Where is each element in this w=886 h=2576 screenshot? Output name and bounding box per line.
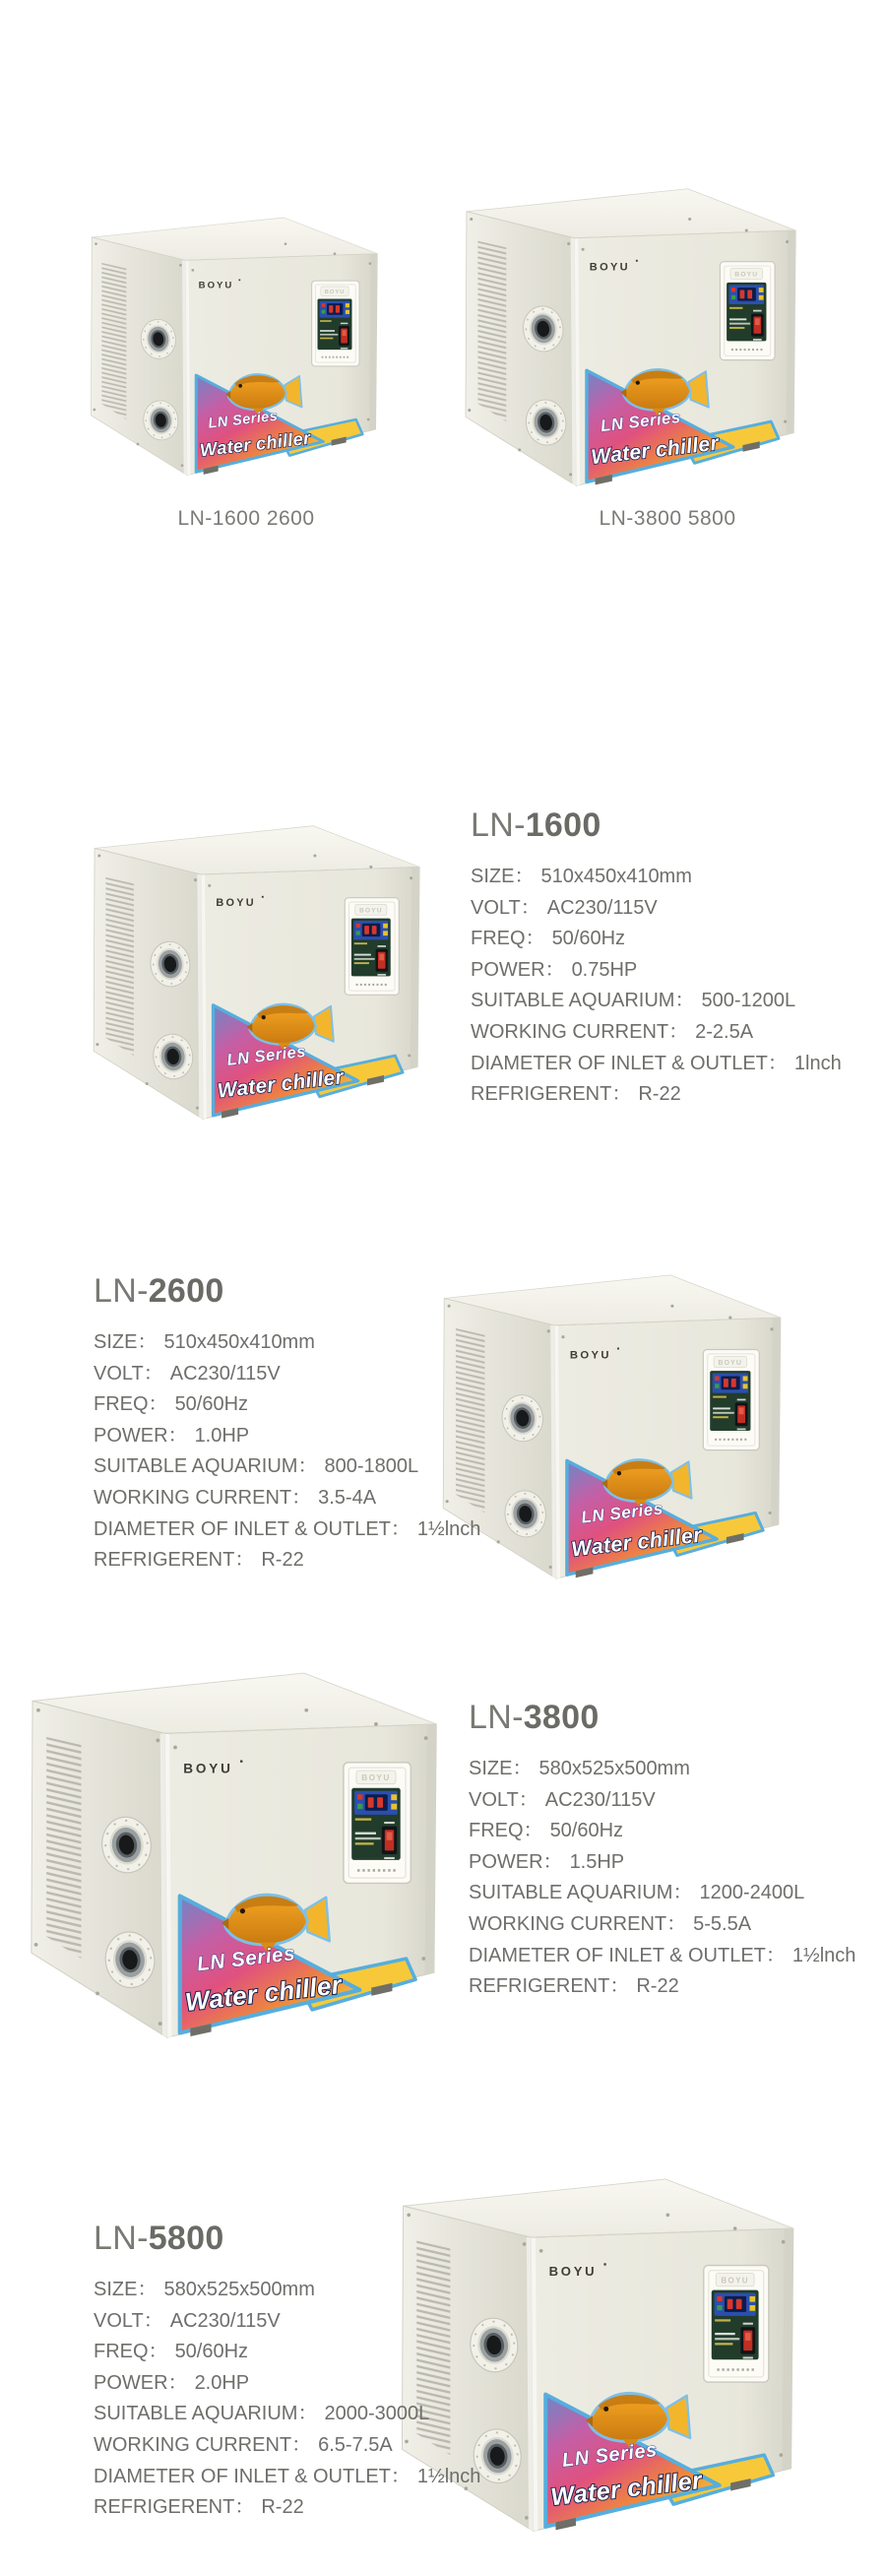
- spec-row: [94, 1545, 480, 1577]
- spec-value: AC230/115V: [169, 2309, 281, 2332]
- spec-label: WORKING CURRENT：: [94, 2433, 312, 2456]
- spec-label: DIAMETER OF INLET & OUTLET：: [94, 1517, 411, 1540]
- model-title: [469, 1698, 855, 1737]
- spec-value: 1.0HP: [194, 1424, 250, 1447]
- spec-row: [469, 1971, 855, 2003]
- model-number: 2600: [148, 1272, 224, 1310]
- spec-value: 1lnch: [793, 1052, 842, 1074]
- spec-label: POWER：: [469, 1850, 563, 1873]
- spec-row: [94, 1389, 480, 1421]
- spec-list: [469, 1754, 855, 2003]
- spec-value: R-22: [261, 2496, 304, 2519]
- spec-label: POWER：: [94, 1424, 188, 1447]
- spec-value: 2000-3000L: [324, 2403, 430, 2425]
- spec-row: [94, 1451, 480, 1483]
- spec-label: VOLT：: [94, 2309, 163, 2332]
- spec-value: 510x450x410mm: [540, 866, 692, 887]
- spec-value: 580x525x500mm: [163, 2279, 315, 2300]
- product-caption: LN-3800 5800: [599, 507, 736, 530]
- spec-value: 2-2.5A: [695, 1020, 754, 1043]
- water-chiller-illustration: [89, 213, 384, 483]
- spec-list: [94, 2275, 480, 2524]
- spec-label: FREQ：: [94, 1393, 168, 1416]
- spec-label: REFRIGERENT：: [94, 1549, 255, 1572]
- product-details-ln2600: [94, 1271, 480, 1577]
- spec-label: SIZE：: [471, 866, 535, 887]
- spec-row: [471, 986, 842, 1017]
- spec-row: [94, 1327, 480, 1359]
- spec-value: 5-5.5A: [693, 1912, 752, 1935]
- model-number: 3800: [523, 1699, 600, 1736]
- spec-value: 50/60Hz: [174, 2341, 249, 2363]
- product-details-ln5800: [94, 2219, 480, 2524]
- spec-row: [94, 2430, 480, 2462]
- spec-row: [94, 2492, 480, 2524]
- water-chiller-illustration: [28, 1666, 446, 2049]
- spec-value: 3.5-4A: [318, 1486, 377, 1509]
- model-title: [94, 2219, 480, 2258]
- product-image-ln1600-2600: [89, 213, 384, 483]
- water-chiller-illustration: [91, 820, 427, 1128]
- model-number: 1600: [525, 806, 601, 844]
- spec-label: WORKING CURRENT：: [469, 1912, 687, 1935]
- spec-value: 50/60Hz: [174, 1393, 249, 1416]
- spec-row: [471, 862, 842, 893]
- spec-row: [469, 1847, 855, 1879]
- spec-value: 50/60Hz: [551, 928, 626, 950]
- spec-label: POWER：: [471, 958, 565, 981]
- spec-label: FREQ：: [469, 1820, 543, 1842]
- spec-value: 6.5-7.5A: [318, 2433, 393, 2456]
- spec-label: FREQ：: [471, 928, 545, 950]
- spec-row: [469, 1785, 855, 1817]
- spec-row: [469, 1941, 855, 1972]
- water-chiller-illustration: [440, 1269, 789, 1588]
- spec-row: [94, 2368, 480, 2400]
- spec-row: [94, 2275, 480, 2306]
- spec-label: VOLT：: [471, 896, 540, 919]
- spec-value: R-22: [638, 1083, 681, 1106]
- spec-row: [471, 955, 842, 987]
- spec-list: [471, 862, 842, 1111]
- spec-row: [94, 1483, 480, 1514]
- product-caption: LN-1600 2600: [177, 507, 315, 530]
- spec-row: [94, 1514, 480, 1546]
- spec-label: DIAMETER OF INLET & OUTLET：: [94, 2465, 411, 2487]
- spec-label: SUITABLE AQUARIUM：: [469, 1882, 693, 1904]
- spec-label: WORKING CURRENT：: [471, 1020, 689, 1043]
- spec-label: SIZE：: [469, 1758, 533, 1779]
- spec-label: SIZE：: [94, 1331, 158, 1353]
- spec-row: [469, 1816, 855, 1847]
- spec-value: AC230/115V: [546, 896, 658, 919]
- spec-value: 0.75HP: [571, 958, 638, 981]
- product-details-ln1600: [471, 805, 842, 1111]
- spec-value: 500-1200L: [701, 990, 796, 1012]
- spec-label: SUITABLE AQUARIUM：: [471, 990, 695, 1012]
- spec-row: [471, 893, 842, 925]
- spec-label: REFRIGERENT：: [469, 1975, 630, 1998]
- spec-label: SUITABLE AQUARIUM：: [94, 1455, 318, 1478]
- spec-label: SUITABLE AQUARIUM：: [94, 2403, 318, 2425]
- spec-value: R-22: [636, 1975, 679, 1998]
- spec-row: [94, 1421, 480, 1452]
- spec-row: [469, 1878, 855, 1909]
- spec-value: 2.0HP: [194, 2371, 250, 2394]
- product-image-ln3800: [28, 1666, 446, 2049]
- spec-row: [94, 2337, 480, 2368]
- spec-label: VOLT：: [469, 1788, 538, 1811]
- spec-label: REFRIGERENT：: [94, 2496, 255, 2519]
- product-image-ln2600: [440, 1269, 789, 1588]
- product-image-ln1600: [91, 820, 427, 1128]
- model-number: 5800: [148, 2220, 224, 2257]
- spec-value: 1½lnch: [416, 2465, 481, 2487]
- spec-row: [94, 2306, 480, 2338]
- spec-value: 1200-2400L: [699, 1882, 805, 1904]
- product-details-ln3800: [469, 1698, 855, 2003]
- spec-label: SIZE：: [94, 2279, 158, 2300]
- spec-value: 1.5HP: [569, 1850, 625, 1873]
- spec-label: WORKING CURRENT：: [94, 1486, 312, 1509]
- spec-row: [471, 1017, 842, 1049]
- water-chiller-illustration: [463, 183, 803, 495]
- spec-row: [471, 1049, 842, 1080]
- spec-row: [94, 2462, 480, 2493]
- spec-value: AC230/115V: [169, 1362, 281, 1385]
- spec-value: 50/60Hz: [549, 1820, 624, 1842]
- spec-row: [471, 924, 842, 955]
- spec-label: VOLT：: [94, 1362, 163, 1385]
- spec-list: [94, 1327, 480, 1577]
- spec-value: R-22: [261, 1549, 304, 1572]
- model-prefix: LN-: [94, 1272, 149, 1310]
- spec-value: 1½lnch: [416, 1517, 481, 1540]
- spec-label: POWER：: [94, 2371, 188, 2394]
- spec-row: [94, 2399, 480, 2430]
- spec-label: FREQ：: [94, 2341, 168, 2363]
- model-title: [471, 805, 842, 845]
- spec-value: 510x450x410mm: [163, 1331, 315, 1353]
- spec-row: [471, 1079, 842, 1111]
- model-prefix: LN-: [471, 806, 526, 844]
- model-prefix: LN-: [94, 2220, 149, 2257]
- spec-value: 1½lnch: [791, 1944, 856, 1966]
- spec-label: DIAMETER OF INLET & OUTLET：: [469, 1944, 786, 1966]
- spec-value: 580x525x500mm: [538, 1758, 690, 1779]
- spec-value: AC230/115V: [544, 1788, 656, 1811]
- model-prefix: LN-: [469, 1699, 524, 1736]
- spec-value: 800-1800L: [324, 1455, 419, 1478]
- spec-label: DIAMETER OF INLET & OUTLET：: [471, 1052, 788, 1074]
- spec-row: [94, 1359, 480, 1390]
- spec-label: REFRIGERENT：: [471, 1083, 632, 1106]
- spec-row: [469, 1754, 855, 1785]
- spec-row: [469, 1909, 855, 1941]
- model-title: [94, 1271, 480, 1311]
- product-image-ln3800-5800: [463, 183, 803, 495]
